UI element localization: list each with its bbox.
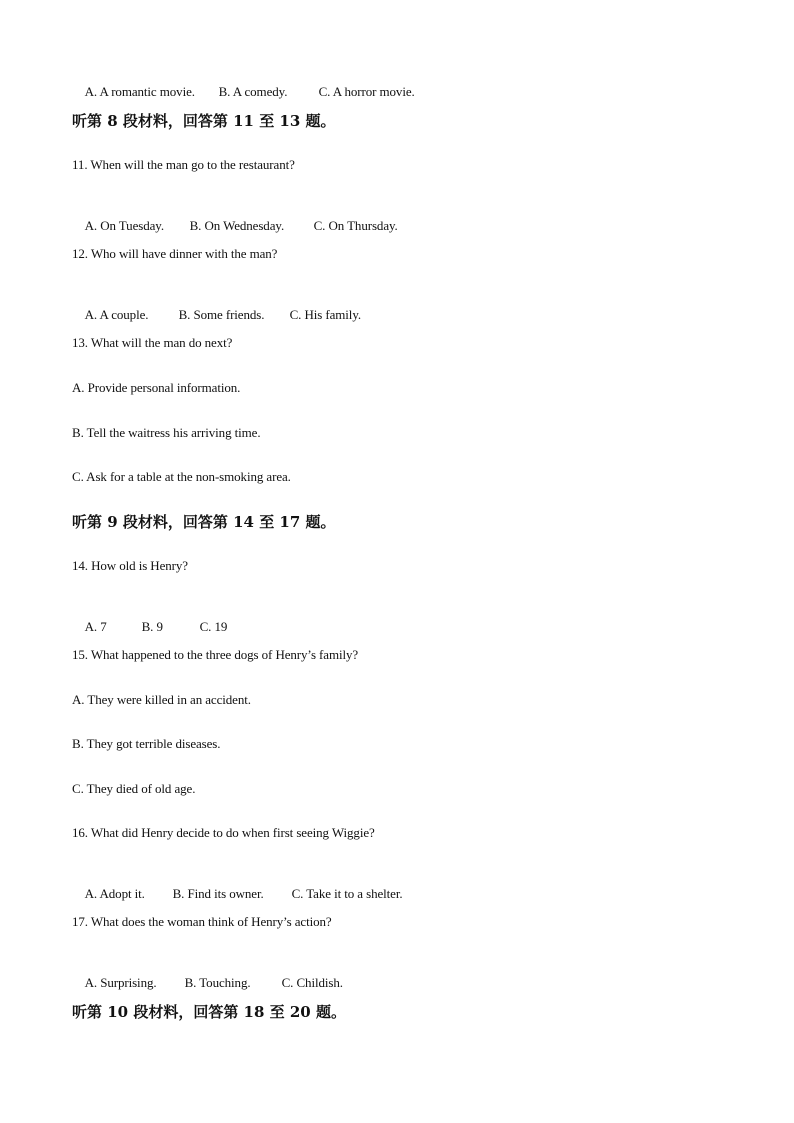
answer-option-line: B. Tell the waitress his arriving time. [72,425,261,440]
question-text: 16. What did Henry decide to do when first seeing Wiggie? [72,825,375,840]
question-text: 17. What does the woman think of Henry’s action? [72,914,332,929]
option-b: B. 9 [141,619,163,634]
option-c: C. On Thursday. [313,218,398,233]
option-a: A. A couple. [84,307,149,322]
option-a: A. 7 [84,619,107,634]
section-heading: 听第 10 段材料，回答第 18 至 20 题。 [72,1003,346,1021]
answer-option-line: C. They died of old age. [72,781,196,796]
answer-option-line: A. They were killed in an accident. [72,692,251,707]
option-c: C. A horror movie. [318,84,415,99]
answer-options [72,870,403,918]
option-a: A. A romantic movie. [84,84,195,99]
answer-options [72,603,227,651]
option-c: C. Take it to a shelter. [291,886,403,901]
option-c: C. Childish. [281,975,343,990]
option-b: B. A comedy. [218,84,288,99]
answer-option-line: A. Provide personal information. [72,380,241,395]
option-b: B. On Wednesday. [189,218,285,233]
answer-option-line: C. Ask for a table at the non-smoking area. [72,469,291,484]
option-c: C. 19 [199,619,228,634]
option-a: A. Adopt it. [84,886,145,901]
question-text: 14. How old is Henry? [72,558,188,573]
section-heading: 听第 8 段材料，回答第 11 至 13 题。 [72,112,336,130]
option-a: A. Surprising. [84,975,157,990]
option-b: B. Touching. [184,975,251,990]
option-b: B. Find its owner. [172,886,264,901]
option-b: B. Some friends. [178,307,265,322]
option-c: C. His family. [289,307,362,322]
answer-options [72,291,361,339]
question-text: 15. What happened to the three dogs of Henry’s family? [72,647,359,662]
answer-options [72,68,415,116]
section-heading: 听第 9 段材料，回答第 14 至 17 题。 [72,513,336,531]
answer-option-line: B. They got terrible diseases. [72,736,221,751]
question-text: 12. Who will have dinner with the man? [72,246,278,261]
question-text: 11. When will the man go to the restaurant? [72,157,295,172]
question-text: 13. What will the man do next? [72,335,233,350]
answer-options [72,202,398,250]
option-a: A. On Tuesday. [84,218,164,233]
answer-options [72,959,343,1007]
